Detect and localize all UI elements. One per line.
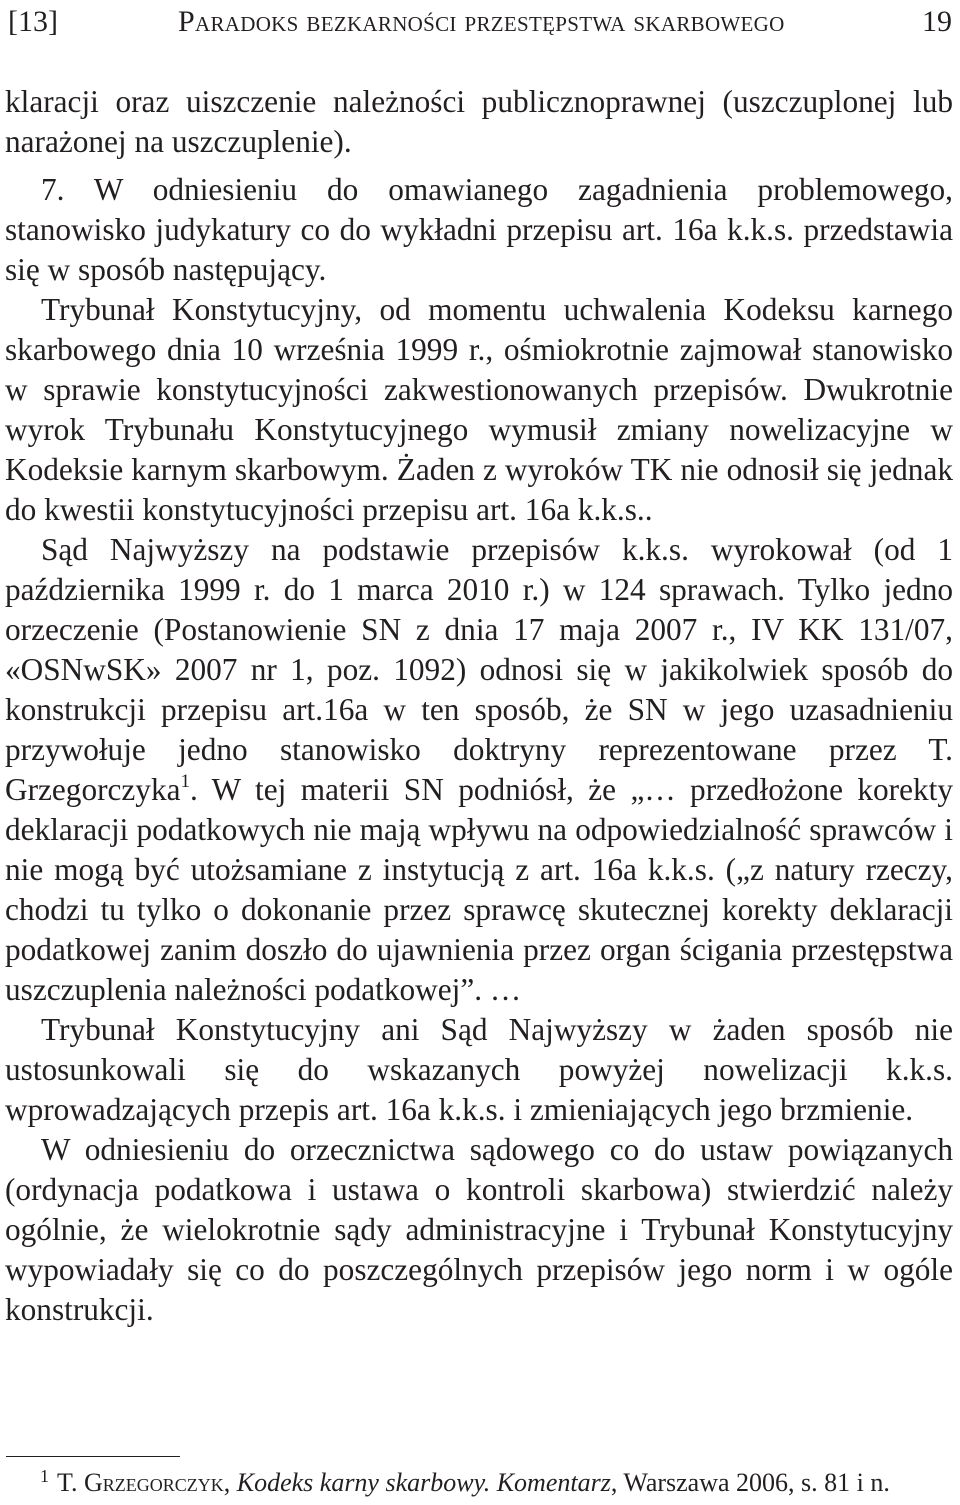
paragraph-no-position: Trybunał Konstytucyjny ani Sąd Najwyższy w żaden sposób nie ustosunkowali się do wskazanych powyżej nowelizacji k.k.s. wprowadzających przepis art. 16a k.k.s. i zmieniających jego brzmienie. bbox=[5, 1012, 953, 1127]
running-title: Paradoks bezkarności przestępstwa skarbowego bbox=[178, 5, 785, 38]
paragraph-case-law: W odniesieniu do orzecznictwa sądowego co do ustaw powiązanych (ordynacja podatkowa i ustawa o kontroli skarbowa) stwierdzić należy ogólnie, że wielokrotnie sądy administracyjne i Trybunał Konstytucyjny wypowiadały się co do poszczególnych przepisów jego norm i w ogóle konstrukcji. bbox=[5, 1132, 953, 1327]
paragraph-section-7: 7. W odniesieniu do omawianego zagadnienia problemowego, stanowisko judykatury co do wykładni przepisu art. 16a k.k.s. przedstawia się w sposób następujący. bbox=[5, 172, 953, 287]
footnote-number: 1 bbox=[40, 1466, 49, 1486]
footnote: $^1$ T. Grzegorczyk, Kodeks karny skarbowy. Komentarz, Warszawa 2006, s. 81 i n. bbox=[40, 1466, 890, 1497]
main-text bbox=[5, 82, 953, 1330]
footnote-work-title: Kodeks karny skarbowy. Komentarz bbox=[236, 1468, 611, 1497]
paragraph-supreme-court bbox=[5, 530, 953, 1010]
footnote-reference: 1 bbox=[180, 770, 190, 792]
paragraph-constitutional-tribunal: Trybunał Konstytucyjny, od momentu uchwalenia Kodeksu karnego skarbowego dnia 10 września 1999 r., ośmiokrotnie zajmował stanowisko w sprawie konstytucyjności zakwestionowanych przepisów. Dwukrotnie wyrok Trybunału Konstytucyjnego wymusił zmiany nowelizacyjne w Kodeksie karnym skarbowym. Żaden z wyroków TK nie odnosił się jednak do kwestii konstytucyjności przepisu art. 16a k.k.s.. bbox=[5, 292, 953, 527]
page-number: 19 bbox=[922, 5, 952, 38]
footnote-author-initial: T. bbox=[57, 1468, 78, 1497]
footnote-author-surname: Grzegorczyk bbox=[83, 1468, 224, 1497]
paragraph-continuation: klaracji oraz uiszczenie należności publicznoprawnej (uszczuplonej lub narażonej na uszczuplenie). bbox=[5, 84, 953, 159]
paragraph-supreme-court-quote: . W tej materii SN podniósł, że „… przedłożone korekty deklaracji podatkowych nie mają wpływu na odpowiedzialność sprawców i nie mogą być utożsamiane z instytucją z art. 16a k.k.s. („z natury rzeczy, chodzi tu tylko o dokonanie przez sprawcę skutecznej korekty deklaracji podatkowej zanim doszło do ujawnienia przez organ ścigania przestępstwa uszczuplenia należności podatkowej”. … bbox=[5, 772, 953, 1007]
section-reference: [13] bbox=[8, 5, 58, 38]
footnote-publication: , Warszawa 2006, s. 81 i n. bbox=[610, 1468, 890, 1497]
footnote-separator bbox=[6, 1456, 180, 1457]
running-header bbox=[8, 2, 952, 42]
paragraph-supreme-court-text: Sąd Najwyższy na podstawie przepisów k.k.s. wyrokował (od 1 października 1999 r. do 1 marca 2010 r.) w 124 sprawach. Tylko jedno orzeczenie (Postanowienie SN z dnia 17 maja 2007 r., IV KK 131/07, «OSNwSK» 2007 nr 1, poz. 1092) odnosi się w jakikolwiek sposób do konstrukcji przepisu art.16a w ten sposób, że SN w jego uzasadnieniu przywołuje jedno stanowisko doktryny reprezentowane przez T. Grzegorczyka bbox=[5, 532, 953, 807]
